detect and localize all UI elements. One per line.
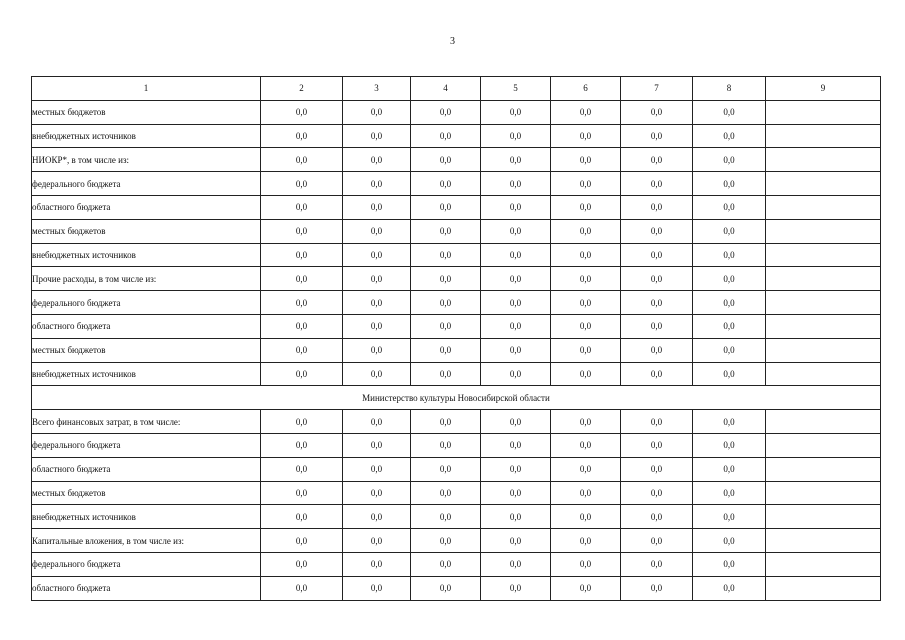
value-cell: 0,0 (621, 410, 693, 434)
value-cell: 0,0 (693, 481, 766, 505)
value-cell: 0,0 (343, 291, 411, 315)
value-cell: 0,0 (261, 529, 343, 553)
value-cell (766, 410, 881, 434)
table-row (32, 338, 881, 362)
value-cell: 0,0 (621, 148, 693, 172)
value-cell: 0,0 (261, 552, 343, 576)
value-cell (766, 576, 881, 600)
value-cell: 0,0 (693, 124, 766, 148)
value-cell: 0,0 (621, 457, 693, 481)
value-cell: 0,0 (693, 148, 766, 172)
table-row (32, 219, 881, 243)
value-cell: 0,0 (411, 529, 481, 553)
table-row (32, 433, 881, 457)
value-cell: 0,0 (261, 505, 343, 529)
value-cell: 0,0 (343, 314, 411, 338)
value-cell: 0,0 (411, 291, 481, 315)
value-cell: 0,0 (343, 576, 411, 600)
value-cell (766, 314, 881, 338)
value-cell: 0,0 (411, 219, 481, 243)
value-cell: 0,0 (481, 243, 551, 267)
section-row (32, 386, 881, 410)
row-label: областного бюджета (32, 195, 261, 219)
value-cell: 0,0 (693, 457, 766, 481)
value-cell: 0,0 (693, 552, 766, 576)
value-cell: 0,0 (693, 172, 766, 196)
value-cell (766, 172, 881, 196)
value-cell: 0,0 (551, 457, 621, 481)
table-row (32, 481, 881, 505)
row-label: НИОКР*, в том числе из: (32, 148, 261, 172)
value-cell: 0,0 (343, 552, 411, 576)
value-cell: 0,0 (343, 505, 411, 529)
value-cell (766, 457, 881, 481)
value-cell: 0,0 (693, 219, 766, 243)
value-cell: 0,0 (621, 576, 693, 600)
row-label: областного бюджета (32, 576, 261, 600)
value-cell: 0,0 (551, 195, 621, 219)
row-label: областного бюджета (32, 314, 261, 338)
value-cell (766, 267, 881, 291)
value-cell (766, 338, 881, 362)
value-cell (766, 291, 881, 315)
value-cell (766, 481, 881, 505)
value-cell: 0,0 (551, 481, 621, 505)
row-label: Всего финансовых затрат, в том числе: (32, 410, 261, 434)
value-cell: 0,0 (343, 243, 411, 267)
value-cell: 0,0 (551, 172, 621, 196)
value-cell: 0,0 (261, 338, 343, 362)
value-cell: 0,0 (693, 529, 766, 553)
table-row (32, 148, 881, 172)
value-cell: 0,0 (261, 243, 343, 267)
table-row (32, 576, 881, 600)
value-cell: 0,0 (551, 148, 621, 172)
value-cell: 0,0 (551, 433, 621, 457)
row-label: федерального бюджета (32, 172, 261, 196)
value-cell: 0,0 (551, 410, 621, 434)
value-cell: 0,0 (343, 457, 411, 481)
value-cell: 0,0 (551, 291, 621, 315)
row-label: внебюджетных источников (32, 124, 261, 148)
value-cell: 0,0 (343, 148, 411, 172)
row-label: областного бюджета (32, 457, 261, 481)
value-cell: 0,0 (693, 505, 766, 529)
value-cell: 0,0 (411, 267, 481, 291)
value-cell: 0,0 (621, 481, 693, 505)
value-cell: 0,0 (621, 219, 693, 243)
value-cell: 0,0 (261, 124, 343, 148)
value-cell: 0,0 (551, 267, 621, 291)
value-cell: 0,0 (261, 172, 343, 196)
value-cell: 0,0 (343, 338, 411, 362)
value-cell: 0,0 (621, 314, 693, 338)
table-row (32, 172, 881, 196)
value-cell: 0,0 (693, 338, 766, 362)
value-cell: 0,0 (551, 338, 621, 362)
column-header: 7 (621, 77, 693, 101)
value-cell: 0,0 (551, 529, 621, 553)
table-row (32, 362, 881, 386)
value-cell: 0,0 (621, 291, 693, 315)
value-cell: 0,0 (551, 576, 621, 600)
value-cell: 0,0 (551, 243, 621, 267)
table-row (32, 267, 881, 291)
value-cell: 0,0 (551, 362, 621, 386)
value-cell: 0,0 (621, 195, 693, 219)
column-header: 8 (693, 77, 766, 101)
value-cell: 0,0 (261, 410, 343, 434)
value-cell: 0,0 (551, 124, 621, 148)
row-label: местных бюджетов (32, 481, 261, 505)
value-cell: 0,0 (693, 195, 766, 219)
value-cell: 0,0 (481, 219, 551, 243)
value-cell: 0,0 (621, 100, 693, 124)
row-label: внебюджетных источников (32, 505, 261, 529)
value-cell (766, 243, 881, 267)
value-cell: 0,0 (411, 100, 481, 124)
value-cell: 0,0 (343, 267, 411, 291)
value-cell: 0,0 (343, 410, 411, 434)
column-header: 5 (481, 77, 551, 101)
value-cell: 0,0 (411, 243, 481, 267)
value-cell: 0,0 (261, 433, 343, 457)
value-cell: 0,0 (411, 314, 481, 338)
row-label: федерального бюджета (32, 433, 261, 457)
value-cell: 0,0 (621, 243, 693, 267)
value-cell: 0,0 (481, 338, 551, 362)
value-cell: 0,0 (551, 552, 621, 576)
value-cell: 0,0 (411, 457, 481, 481)
value-cell: 0,0 (261, 362, 343, 386)
table-row (32, 124, 881, 148)
value-cell: 0,0 (621, 529, 693, 553)
table-row (32, 100, 881, 124)
value-cell: 0,0 (481, 291, 551, 315)
row-label: внебюджетных источников (32, 362, 261, 386)
value-cell: 0,0 (343, 100, 411, 124)
header-row (32, 77, 881, 101)
value-cell: 0,0 (411, 576, 481, 600)
value-cell (766, 195, 881, 219)
value-cell: 0,0 (621, 124, 693, 148)
table-row (32, 410, 881, 434)
value-cell: 0,0 (411, 505, 481, 529)
row-label: федерального бюджета (32, 291, 261, 315)
value-cell (766, 552, 881, 576)
value-cell: 0,0 (411, 195, 481, 219)
value-cell: 0,0 (261, 291, 343, 315)
value-cell: 0,0 (621, 338, 693, 362)
page-number: 3 (450, 36, 455, 47)
value-cell: 0,0 (481, 529, 551, 553)
value-cell: 0,0 (343, 124, 411, 148)
value-cell: 0,0 (481, 148, 551, 172)
value-cell: 0,0 (621, 552, 693, 576)
table-row (32, 195, 881, 219)
value-cell: 0,0 (551, 505, 621, 529)
row-label: местных бюджетов (32, 338, 261, 362)
value-cell (766, 505, 881, 529)
table-row (32, 505, 881, 529)
value-cell: 0,0 (481, 576, 551, 600)
value-cell (766, 148, 881, 172)
value-cell: 0,0 (693, 576, 766, 600)
table-row (32, 529, 881, 553)
value-cell: 0,0 (621, 267, 693, 291)
column-header: 6 (551, 77, 621, 101)
value-cell: 0,0 (481, 433, 551, 457)
row-label: Капитальные вложения, в том числе из: (32, 529, 261, 553)
value-cell: 0,0 (343, 219, 411, 243)
value-cell (766, 100, 881, 124)
value-cell: 0,0 (481, 195, 551, 219)
column-header: 1 (32, 77, 261, 101)
value-cell: 0,0 (261, 457, 343, 481)
table-row (32, 552, 881, 576)
value-cell: 0,0 (481, 505, 551, 529)
value-cell (766, 219, 881, 243)
row-label: федерального бюджета (32, 552, 261, 576)
row-label: Прочие расходы, в том числе из: (32, 267, 261, 291)
value-cell: 0,0 (693, 267, 766, 291)
value-cell: 0,0 (621, 505, 693, 529)
value-cell: 0,0 (481, 267, 551, 291)
table-row (32, 314, 881, 338)
value-cell: 0,0 (343, 529, 411, 553)
value-cell: 0,0 (411, 148, 481, 172)
value-cell: 0,0 (481, 457, 551, 481)
value-cell: 0,0 (343, 433, 411, 457)
value-cell: 0,0 (411, 410, 481, 434)
value-cell: 0,0 (411, 433, 481, 457)
value-cell: 0,0 (481, 172, 551, 196)
value-cell: 0,0 (343, 172, 411, 196)
value-cell: 0,0 (551, 314, 621, 338)
value-cell: 0,0 (693, 362, 766, 386)
row-label: внебюджетных источников (32, 243, 261, 267)
budget-table (31, 76, 881, 601)
value-cell (766, 362, 881, 386)
value-cell: 0,0 (481, 481, 551, 505)
value-cell: 0,0 (411, 172, 481, 196)
value-cell: 0,0 (481, 362, 551, 386)
table-row (32, 457, 881, 481)
value-cell: 0,0 (411, 552, 481, 576)
value-cell: 0,0 (693, 410, 766, 434)
column-header: 9 (766, 77, 881, 101)
value-cell: 0,0 (343, 481, 411, 505)
value-cell: 0,0 (551, 100, 621, 124)
value-cell: 0,0 (621, 433, 693, 457)
column-header: 4 (411, 77, 481, 101)
value-cell: 0,0 (551, 219, 621, 243)
value-cell: 0,0 (481, 124, 551, 148)
row-label: местных бюджетов (32, 219, 261, 243)
table-row (32, 291, 881, 315)
value-cell: 0,0 (481, 552, 551, 576)
value-cell: 0,0 (411, 124, 481, 148)
column-header: 2 (261, 77, 343, 101)
value-cell: 0,0 (343, 195, 411, 219)
value-cell: 0,0 (621, 362, 693, 386)
value-cell: 0,0 (261, 481, 343, 505)
value-cell: 0,0 (621, 172, 693, 196)
value-cell: 0,0 (261, 195, 343, 219)
value-cell: 0,0 (693, 314, 766, 338)
value-cell: 0,0 (411, 481, 481, 505)
section-title: Министерство культуры Новосибирской области (32, 386, 881, 410)
value-cell: 0,0 (261, 219, 343, 243)
value-cell: 0,0 (693, 100, 766, 124)
value-cell: 0,0 (411, 362, 481, 386)
value-cell (766, 433, 881, 457)
column-header: 3 (343, 77, 411, 101)
value-cell: 0,0 (261, 576, 343, 600)
value-cell: 0,0 (693, 291, 766, 315)
value-cell: 0,0 (343, 362, 411, 386)
table-row (32, 243, 881, 267)
value-cell: 0,0 (481, 410, 551, 434)
table-body (32, 100, 881, 600)
value-cell: 0,0 (261, 267, 343, 291)
value-cell (766, 529, 881, 553)
value-cell: 0,0 (261, 148, 343, 172)
row-label: местных бюджетов (32, 100, 261, 124)
value-cell: 0,0 (411, 338, 481, 362)
value-cell: 0,0 (693, 243, 766, 267)
value-cell: 0,0 (261, 314, 343, 338)
value-cell: 0,0 (693, 433, 766, 457)
value-cell: 0,0 (261, 100, 343, 124)
value-cell: 0,0 (481, 314, 551, 338)
value-cell (766, 124, 881, 148)
value-cell: 0,0 (481, 100, 551, 124)
